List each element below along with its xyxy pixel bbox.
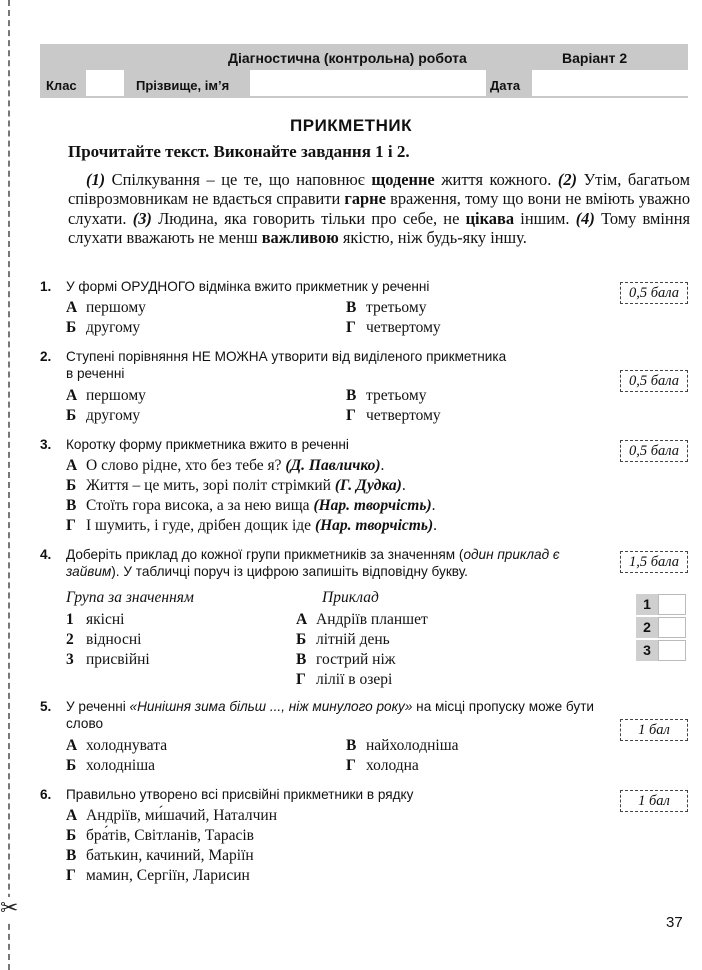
- option-g[interactable]: Г четвертому: [346, 319, 441, 336]
- text-run: Людина, яка говорить тільки про себе, не: [151, 208, 466, 228]
- answer-cell[interactable]: [658, 640, 686, 661]
- question-stem: Доберіть приклад до кожної групи прикметників за значенням (один приклад є зайвим). У табличці поруч із цифрою запишіть відповідну букву.: [66, 547, 560, 579]
- text-run: якістю, ніж будь-яку іншу.: [338, 227, 527, 247]
- points-badge: 0,5 бала: [620, 440, 688, 462]
- emphasis-text: гарне: [344, 189, 386, 209]
- emphasis-text: (1): [86, 170, 106, 189]
- reading-text: [68, 170, 690, 247]
- example-item: Б літній день: [296, 631, 390, 648]
- question-number: 6.: [40, 787, 52, 802]
- col-header-example: Приклад: [322, 589, 379, 606]
- instruction: Прочитайте текст. Виконайте завдання 1 і 2.: [68, 142, 410, 161]
- class-field[interactable]: [86, 70, 124, 96]
- option-g[interactable]: Г І шумить, і гуде, дрібен дощик іде (Нар. творчість).: [66, 517, 437, 534]
- emphasis-text: (4): [575, 208, 595, 228]
- option-v[interactable]: В третьому: [346, 387, 427, 404]
- emphasis-text: (3): [132, 208, 152, 228]
- option-b[interactable]: Б другому: [66, 319, 141, 336]
- date-field[interactable]: [532, 70, 688, 96]
- answer-row: 1: [636, 594, 688, 615]
- answer-table: [636, 594, 688, 663]
- question-number: 1.: [40, 279, 52, 294]
- group-item: 2 відносні: [66, 631, 142, 648]
- group-item: 1 якісні: [66, 611, 125, 628]
- class-label: Клас: [46, 78, 77, 93]
- option-a[interactable]: А О слово рідне, хто без тебе я? (Д. Павличко).: [66, 457, 385, 474]
- date-label: Дата: [490, 78, 521, 93]
- points-badge: 1 бал: [620, 790, 688, 812]
- header-title: Діагностична (контрольна) робота: [228, 50, 467, 66]
- name-field[interactable]: [250, 70, 486, 96]
- option-g[interactable]: Г четвертому: [346, 407, 441, 424]
- text-run: враження, тому що вони не вміють уважно слухати.: [68, 189, 691, 228]
- question-stem: У формі ОРУДНОГО відмінка вжито прикметник у реченні: [66, 279, 430, 294]
- answer-cell[interactable]: [658, 594, 686, 615]
- option-b[interactable]: Б другому: [66, 407, 141, 424]
- option-a[interactable]: А Андріїв, ми́шачий, Наталчин: [66, 807, 278, 824]
- cut-line: [8, 0, 10, 970]
- section-title: ПРИКМЕТНИК: [290, 116, 412, 135]
- question-stem: Коротку форму прикметника вжито в реченні: [66, 437, 349, 452]
- option-v[interactable]: В найхолодніша: [346, 737, 459, 754]
- answer-row: 3: [636, 640, 688, 661]
- option-b[interactable]: Б бра́тів, Світланів, Тарасів: [66, 827, 254, 844]
- points-badge: 1 бал: [620, 719, 688, 741]
- emphasis-text: щоденне: [371, 170, 435, 189]
- option-g[interactable]: Г мамин, Сергіїн, Ларисин: [66, 867, 250, 884]
- option-v[interactable]: В батькин, качиний, Маріїн: [66, 847, 254, 864]
- emphasis-text: (2): [557, 170, 578, 189]
- example-item: Г лілії в озері: [296, 671, 393, 688]
- option-b[interactable]: Б холодніша: [66, 757, 156, 774]
- header-variant: Варіант 2: [562, 50, 628, 66]
- question-number: 3.: [40, 437, 52, 452]
- scissors-icon: ✂: [0, 896, 19, 921]
- header-bar: [40, 44, 688, 98]
- option-g[interactable]: Г холодна: [346, 757, 419, 774]
- option-a[interactable]: А холоднувата: [66, 737, 168, 754]
- option-a[interactable]: А першому: [66, 299, 146, 316]
- text-run: Утім, багатьом співрозмовникам не вдається справити: [68, 170, 690, 209]
- option-v[interactable]: В третьому: [346, 299, 427, 316]
- emphasis-text: важливою: [261, 227, 339, 247]
- question-number: 4.: [40, 547, 52, 562]
- option-a[interactable]: А першому: [66, 387, 146, 404]
- question-stem: Ступені порівняння НЕ МОЖНА утворити від виділеного прикметника в реченні: [66, 349, 507, 381]
- points-badge: 1,5 бала: [620, 551, 688, 573]
- page-number: 37: [666, 914, 683, 931]
- points-badge: 0,5 бала: [620, 282, 688, 304]
- option-b[interactable]: Б Життя – це мить, зорі політ стрімкий (Г. Дудка).: [66, 477, 406, 494]
- answer-row: 2: [636, 617, 688, 638]
- text-run: іншим.: [514, 208, 576, 228]
- example-item: В гострий ніж: [296, 651, 396, 668]
- question-number: 2.: [40, 349, 52, 364]
- points-badge: 0,5 бала: [620, 370, 688, 392]
- text-run: Спілкування – це те, що наповнює: [105, 170, 372, 189]
- text-run: життя кожного.: [434, 170, 558, 189]
- option-v[interactable]: В Стоїть гора висока, а за нею вища (Нар. творчість).: [66, 497, 436, 514]
- question-stem: Правильно утворено всі присвійні прикметники в рядку: [66, 787, 414, 802]
- example-item: А Андріїв планшет: [296, 611, 428, 628]
- question-stem: У реченні «Нинішня зима більш ..., ніж минулого року» на місці пропуску може бути слово: [66, 699, 595, 731]
- question-number: 5.: [40, 699, 52, 714]
- answer-cell[interactable]: [658, 617, 686, 638]
- text-run: Тому вміння слухати вважають не менш: [68, 208, 690, 247]
- name-label: Прізвище, ім’я: [136, 78, 230, 93]
- group-item: 3 присвійні: [66, 651, 150, 668]
- col-header-group: Група за значенням: [66, 589, 194, 606]
- emphasis-text: цікава: [465, 208, 515, 228]
